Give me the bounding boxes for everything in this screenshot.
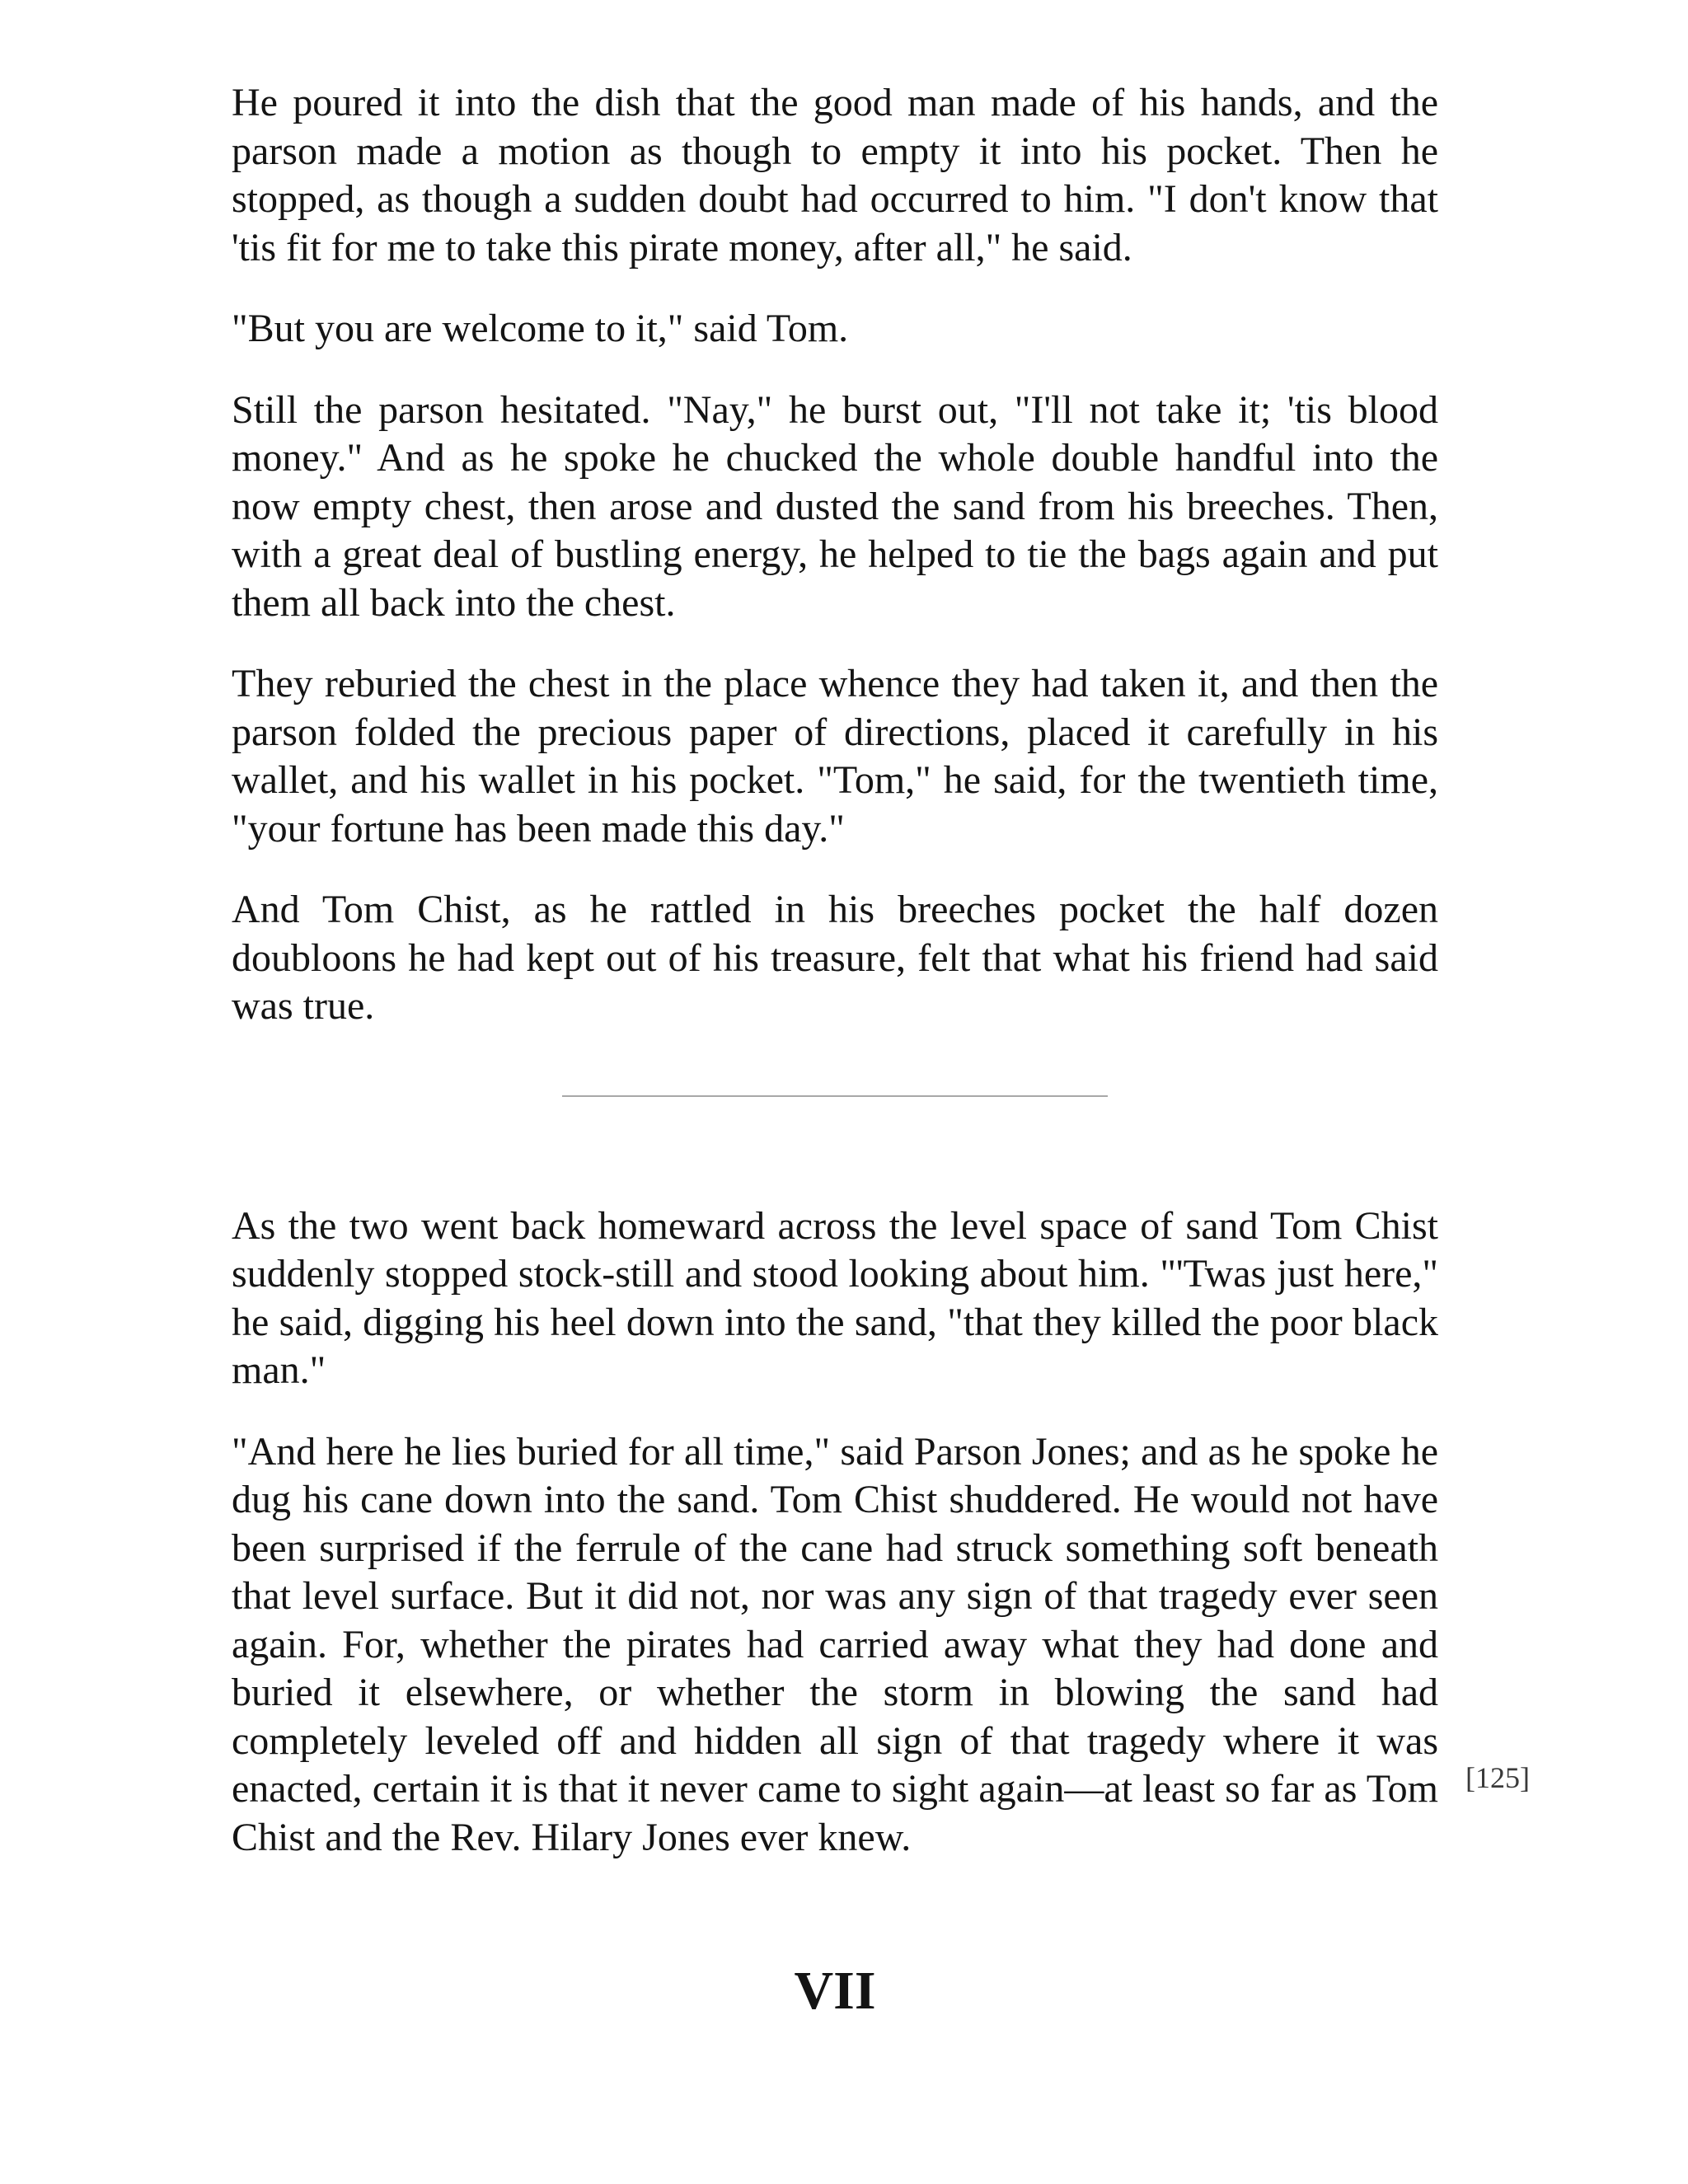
page-body — [232, 79, 1438, 1862]
paragraph-2: "But you are welcome to it," said Tom. — [232, 307, 849, 350]
paragraph-1: He poured it into the dish that the good man made of his hands, and the parson made a motion as though to empty it into his pocket. Then he stopped, as though a sudden doubt had occurred to him. "I don't know that 'tis fit for me to take this pirate money, after all," he said. — [232, 81, 1438, 269]
section-gap — [232, 1097, 1438, 1202]
page-number: [125] — [1465, 1761, 1530, 1794]
paragraph-3: Still the parson hesitated. "Nay," he burst out, "I'll not take it; 'tis blood money." And as he spoke he chucked the whole double handful into the now empty chest, then arose and dusted the sand from his breeches. Then, with a great deal of bustling energy, he helped to tie the bags again and put them all back into the chest. — [232, 387, 1438, 625]
paragraph-6: As the two went back homeward across the level space of sand Tom Chist suddenly stopped stock-still and stood looking about him. "'Twas just here," he said, digging his heel down into the sand, "that they killed the poor black man." — [232, 1203, 1438, 1392]
paragraph-4: They reburied the chest in the place whence they had taken it, and then the parson folded the precious paper of directions, placed it carefully in his wallet, and his wallet in his pocket. "Tom," he said, for the twentieth time, "your fortune has been made this day." — [232, 662, 1438, 851]
chapter-heading: VII — [794, 1961, 876, 2021]
paragraph-5: And Tom Chist, as he rattled in his breeches pocket the half dozen doubloons he had kept out of his treasure, felt that what his friend had said was true. — [232, 888, 1438, 1028]
paragraph-7: "And here he lies buried for all time," said Parson Jones; and as he spoke he dug his cane down into the sand. Tom Chist shuddered. He would not have been surprised if the ferrule of the cane had struck something soft beneath that level surface. But it did not, nor was any sign of that tragedy ever seen again. For, whether the pirates had carried away what they had done and buried it elsewhere, or whether the storm in blowing the sand had completely leveled off and hidden all sign of that tragedy where it was enacted, certain it is that it never came to sight again—at least so far as Tom Chist and the Rev. Hilary Jones ever knew. — [232, 1429, 1438, 1859]
